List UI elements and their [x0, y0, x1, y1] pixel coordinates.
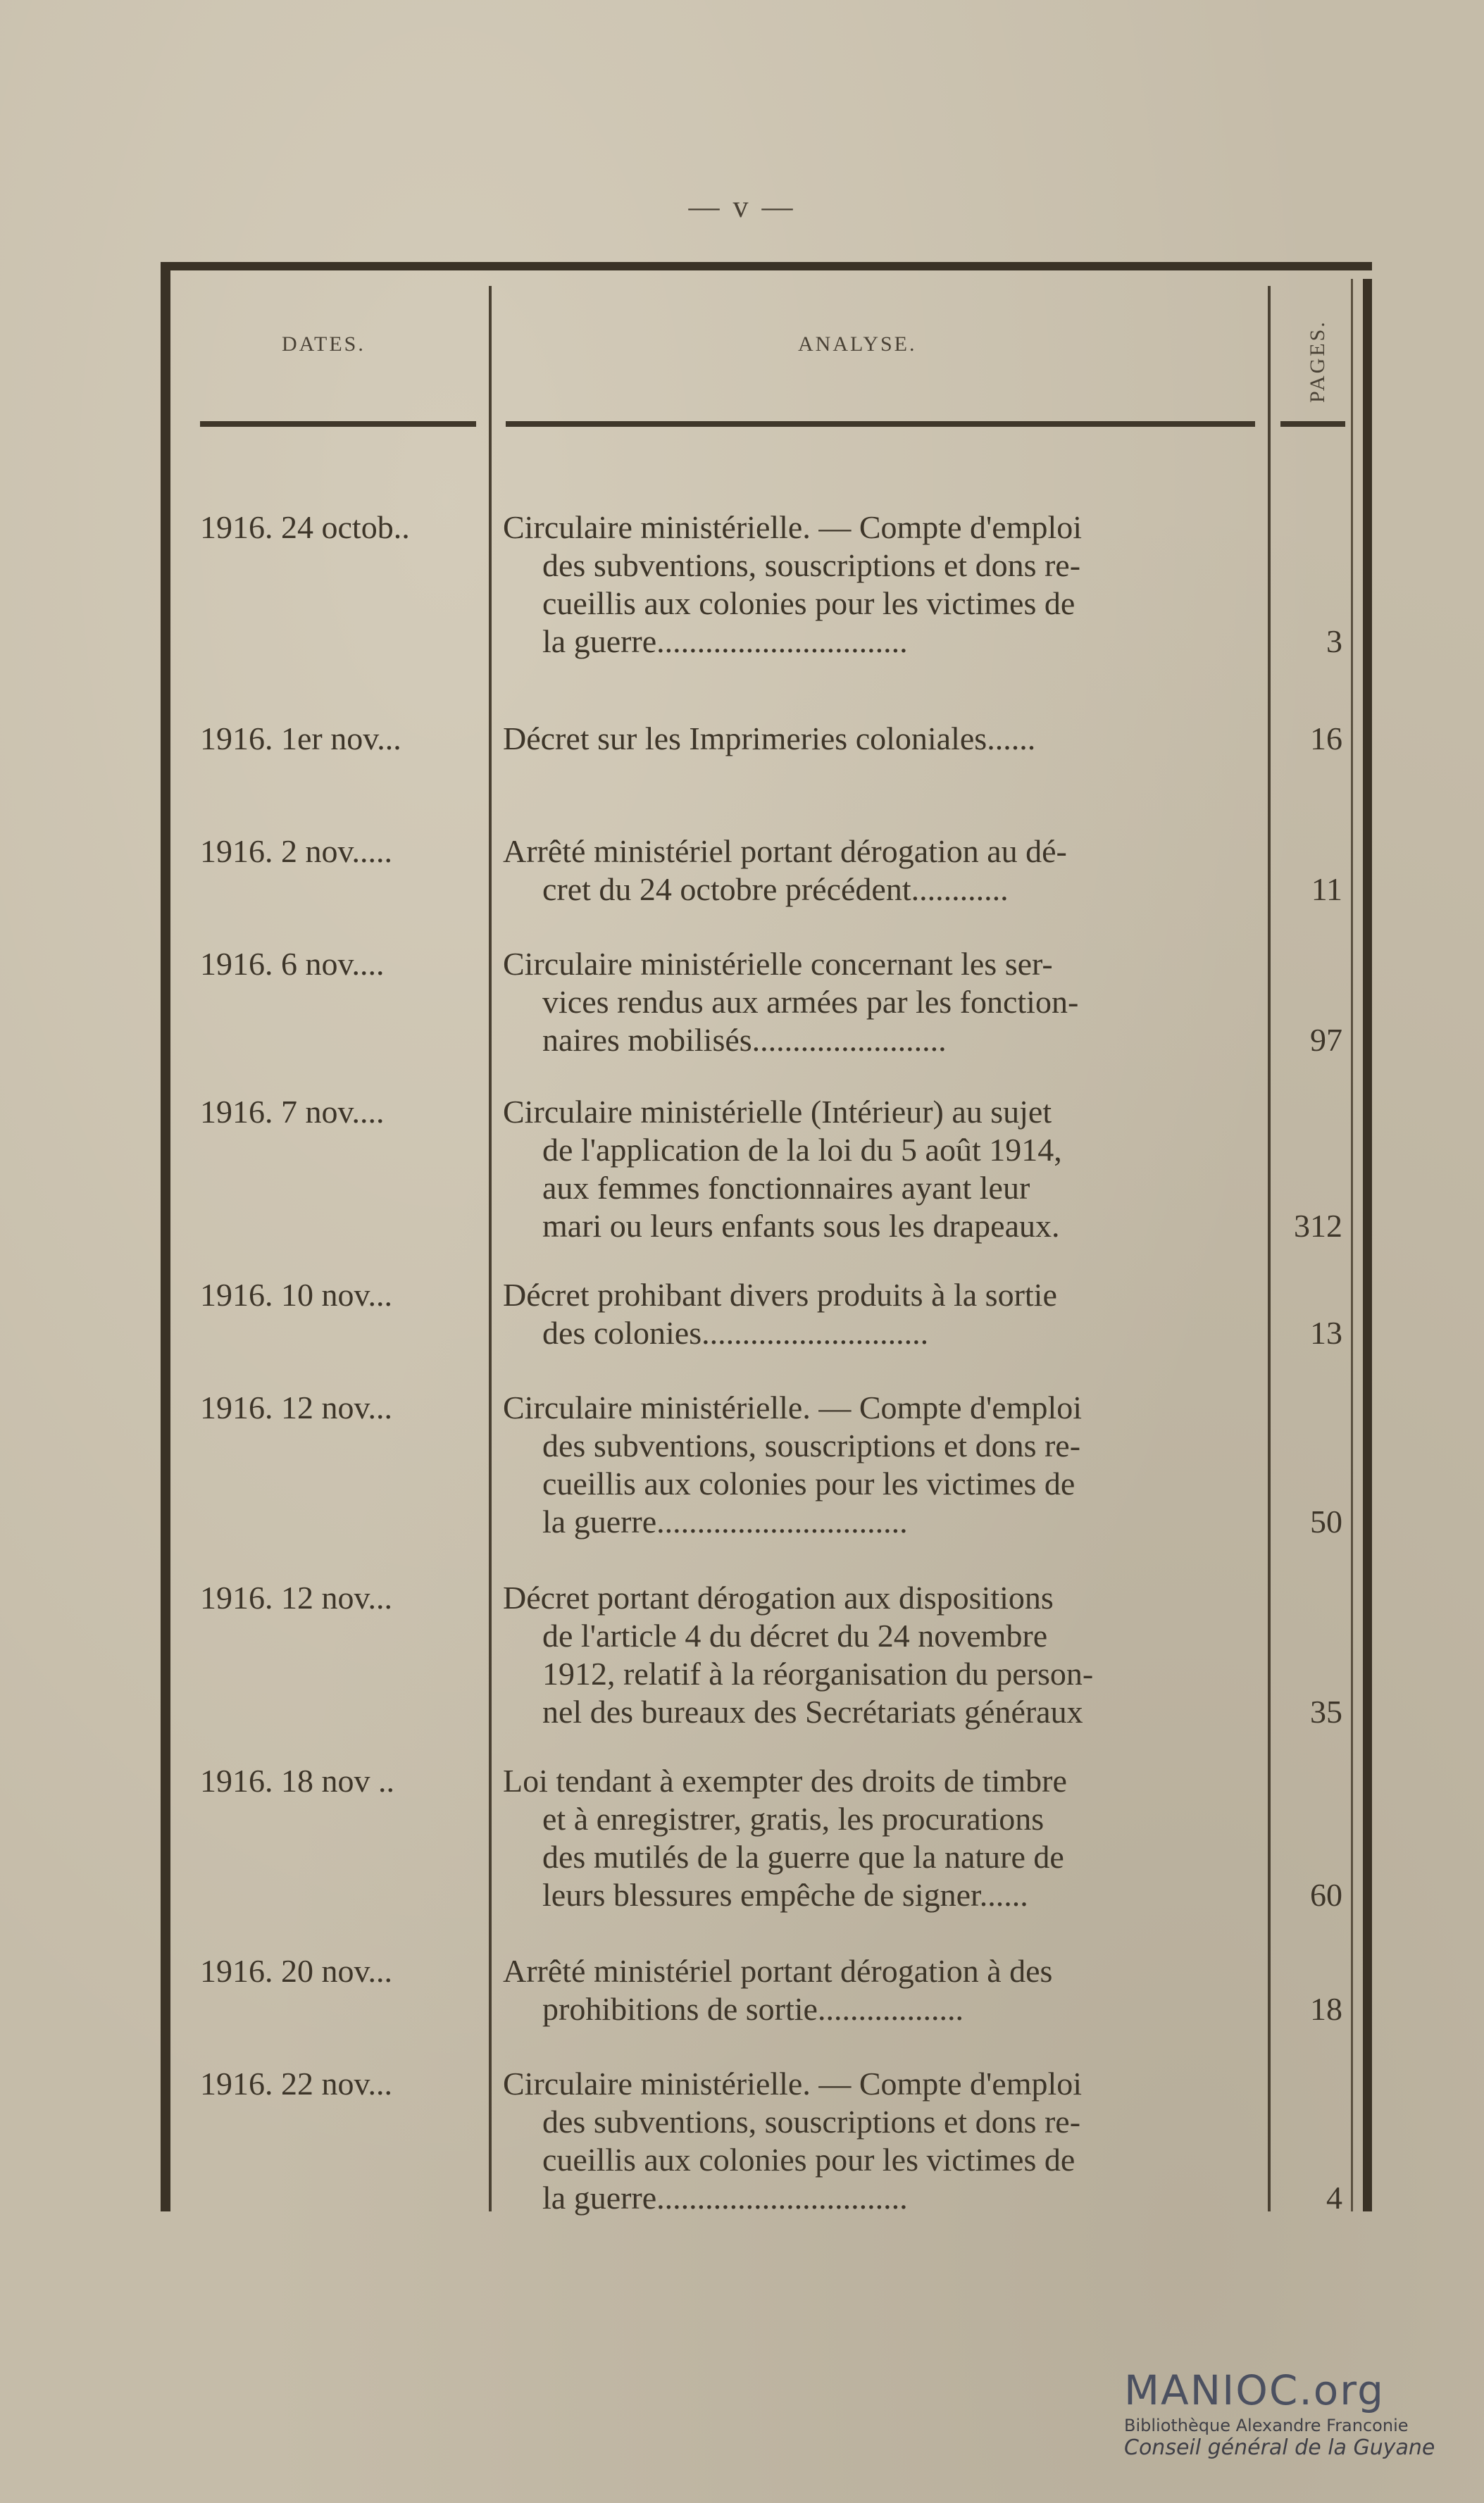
manioc-logo — [1124, 2366, 1462, 2460]
header-dates: DATES. — [282, 332, 366, 356]
row-date: 1916. 6 nov.... — [200, 946, 385, 982]
row-analysis — [503, 1762, 1259, 1914]
table-right-inner-rule — [1351, 279, 1353, 2211]
analysis-line: Circulaire ministérielle. — Compte d'emploi — [503, 1390, 1083, 1425]
analysis-line: des subventions, souscriptions et dons re- — [542, 2104, 1081, 2140]
row-date: 1916. 1er nov... — [200, 720, 401, 756]
row-analysis — [503, 508, 1259, 661]
row-analysis — [503, 1952, 1259, 2028]
analysis-line: des mutilés de la guerre que la nature de — [542, 1839, 1064, 1875]
analysis-line: cueillis aux colonies pour les victimes de — [542, 585, 1075, 621]
analysis-line: la guerre............................... — [542, 1504, 908, 1540]
header-analyse: ANALYSE. — [798, 332, 917, 356]
row-page-number: 11 — [1311, 871, 1342, 907]
analysis-line: Décret prohibant divers produits à la sortie — [503, 1277, 1057, 1313]
analysis-line: Circulaire ministérielle concernant les ser- — [503, 946, 1053, 982]
analysis-line: naires mobilisés........................ — [542, 1022, 947, 1058]
analysis-line: aux femmes fonctionnaires ayant leur — [542, 1170, 1030, 1206]
row-page-number: 16 — [1310, 720, 1342, 756]
analysis-line: leurs blessures empêche de signer...... — [542, 1877, 1028, 1913]
table-top-rule — [161, 262, 1372, 270]
row-analysis — [503, 1579, 1259, 1731]
analysis-line: Circulaire ministérielle. — Compte d'emploi — [503, 509, 1083, 545]
analysis-line: cueillis aux colonies pour les victimes de — [542, 1466, 1075, 1502]
row-analysis — [503, 720, 1259, 758]
header-rule-pages — [1280, 421, 1345, 427]
table-right-rule — [1363, 279, 1372, 2211]
row-date: 1916. 12 nov... — [200, 1580, 393, 1616]
analysis-line: et à enregistrer, gratis, les procurations — [542, 1801, 1045, 1837]
row-date: 1916. 2 nov..... — [200, 833, 393, 869]
row-page-number: 50 — [1310, 1504, 1342, 1540]
row-analysis — [503, 1093, 1259, 1245]
row-page-number: 18 — [1310, 1991, 1342, 2027]
page-number: — v — — [688, 189, 796, 224]
analysis-line: 1912, relatif à la réorganisation du person- — [542, 1656, 1094, 1692]
row-page-number: 3 — [1326, 623, 1342, 659]
logo-title: MANIOC.org — [1124, 2366, 1385, 2414]
analysis-line: nel des bureaux des Secrétariats généraux — [542, 1694, 1083, 1730]
analysis-line: des subventions, souscriptions et dons re- — [542, 547, 1081, 583]
analysis-line: prohibitions de sortie.................. — [542, 1991, 964, 2027]
analysis-line: mari ou leurs enfants sous les drapeaux. — [542, 1208, 1060, 1244]
row-analysis — [503, 1276, 1259, 1352]
analysis-line: de l'application de la loi du 5 août 1914, — [542, 1132, 1062, 1168]
row-date: 1916. 22 nov... — [200, 2066, 393, 2102]
analysis-line: Décret portant dérogation aux dispositions — [503, 1580, 1054, 1616]
row-page-number: 13 — [1310, 1315, 1342, 1351]
analysis-line: des subventions, souscriptions et dons re- — [542, 1428, 1081, 1463]
analysis-line: cueillis aux colonies pour les victimes de — [542, 2142, 1075, 2178]
analysis-line: Circulaire ministérielle. — Compte d'emploi — [503, 2066, 1083, 2102]
row-page-number: 60 — [1310, 1877, 1342, 1913]
logo-library: Bibliothèque Alexandre Franconie — [1124, 2416, 1409, 2435]
row-page-number: 312 — [1294, 1208, 1342, 1244]
header-pages: PAGES. — [1306, 320, 1329, 403]
analysis-line: Circulaire ministérielle (Intérieur) au sujet — [503, 1094, 1052, 1130]
analysis-line: Arrêté ministériel portant dérogation au dé- — [503, 833, 1067, 869]
row-date: 1916. 10 nov... — [200, 1277, 393, 1313]
row-date: 1916. 7 nov.... — [200, 1094, 385, 1130]
header-rule-analyse — [506, 421, 1255, 427]
row-page-number: 35 — [1310, 1694, 1342, 1730]
analysis-line: Décret sur les Imprimeries coloniales...... — [503, 720, 1036, 756]
table-left-rule — [161, 262, 170, 2211]
analysis-line: cret du 24 octobre précédent............ — [542, 871, 1009, 907]
analysis-line: de l'article 4 du décret du 24 novembre — [542, 1618, 1048, 1654]
analysis-line: vices rendus aux armées par les fonction- — [542, 984, 1079, 1020]
column-separator-pages — [1268, 286, 1271, 2211]
row-date: 1916. 24 octob.. — [200, 509, 410, 545]
column-separator-dates — [489, 286, 492, 2211]
row-page-number: 4 — [1326, 2180, 1342, 2216]
row-date: 1916. 18 nov .. — [200, 1763, 394, 1799]
row-date: 1916. 20 nov... — [200, 1953, 393, 1989]
analysis-line: des colonies............................ — [542, 1315, 929, 1351]
row-page-number: 97 — [1310, 1022, 1342, 1058]
analysis-line: la guerre............................... — [542, 2180, 908, 2216]
row-analysis — [503, 1389, 1259, 1541]
index-table — [161, 262, 1372, 2216]
row-analysis — [503, 945, 1259, 1059]
row-date: 1916. 12 nov... — [200, 1390, 393, 1425]
analysis-line: la guerre............................... — [542, 623, 908, 659]
row-analysis — [503, 2065, 1259, 2217]
row-analysis — [503, 832, 1259, 909]
analysis-line: Arrêté ministériel portant dérogation à des — [503, 1953, 1053, 1989]
analysis-line: Loi tendant à exempter des droits de timbre — [503, 1763, 1067, 1799]
header-rule-dates — [200, 421, 476, 427]
logo-council: Conseil général de la Guyane — [1124, 2435, 1435, 2460]
